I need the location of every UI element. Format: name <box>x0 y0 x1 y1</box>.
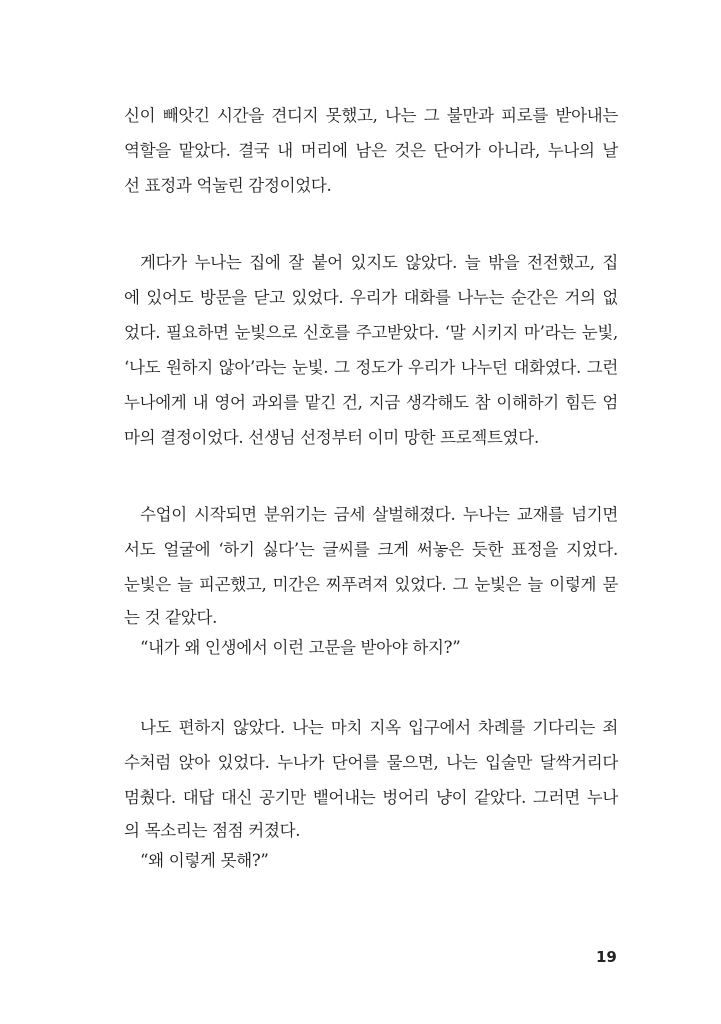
text-line: 마의 결정이었다. 선생님 선정부터 이미 망한 프로젝트였다. <box>124 428 539 447</box>
quote-line: “왜 이렇게 못해?” <box>140 851 269 870</box>
page-number: 19 <box>596 948 617 966</box>
text-line: 는 것 같았다. <box>124 608 218 627</box>
text-line: 게다가 누나는 집에 잘 붙어 있지도 않았다. 늘 밖을 전전했고, 집 <box>140 253 618 272</box>
text-line: 나도 편하지 않았다. 나는 마치 지옥 입구에서 차례를 기다리는 죄 <box>140 718 618 737</box>
quote-line: “내가 왜 인생에서 이런 고문을 받아야 하지?” <box>140 638 461 657</box>
text-line: 었다. 필요하면 눈빛으로 신호를 주고받았다. ‘말 시키지 마’라는 눈빛, <box>124 323 618 342</box>
text-line: 수처럼 앉아 있었다. 누나가 단어를 물으면, 나는 입술만 달싹거리다 <box>124 753 618 772</box>
text-line: 선 표정과 억눌린 감정이었다. <box>124 176 332 195</box>
text-line: 에 있어도 방문을 닫고 있었다. 우리가 대화를 나누는 순간은 거의 없 <box>124 288 618 307</box>
text-line: 멈췄다. 대답 대신 공기만 뱉어내는 벙어리 냥이 같았다. 그러면 누나 <box>124 788 618 807</box>
text-line: 서도 얼굴에 ‘하기 싫다’는 글씨를 크게 써놓은 듯한 표정을 지었다. <box>124 540 618 559</box>
text-line: 눈빛은 늘 피곤했고, 미간은 찌푸려져 있었다. 그 눈빛은 늘 이렇게 묻 <box>124 575 618 594</box>
text-line: 신이 빼앗긴 시간을 견디지 못했고, 나는 그 불만과 피로를 받아내는 <box>124 106 618 125</box>
text-line: ‘나도 원하지 않아’라는 눈빛. 그 정도가 우리가 나누던 대화였다. 그런 <box>124 358 618 377</box>
text-line: 의 목소리는 점점 커졌다. <box>124 821 301 840</box>
text-line: 누나에게 내 영어 과외를 맡긴 건, 지금 생각해도 참 이해하기 힘든 엄 <box>124 393 618 412</box>
text-line: 수업이 시작되면 분위기는 금세 살벌해졌다. 누나는 교재를 넘기면 <box>140 505 618 524</box>
text-line: 역할을 맡았다. 결국 내 머리에 남은 것은 단어가 아니라, 누나의 날 <box>124 141 618 160</box>
